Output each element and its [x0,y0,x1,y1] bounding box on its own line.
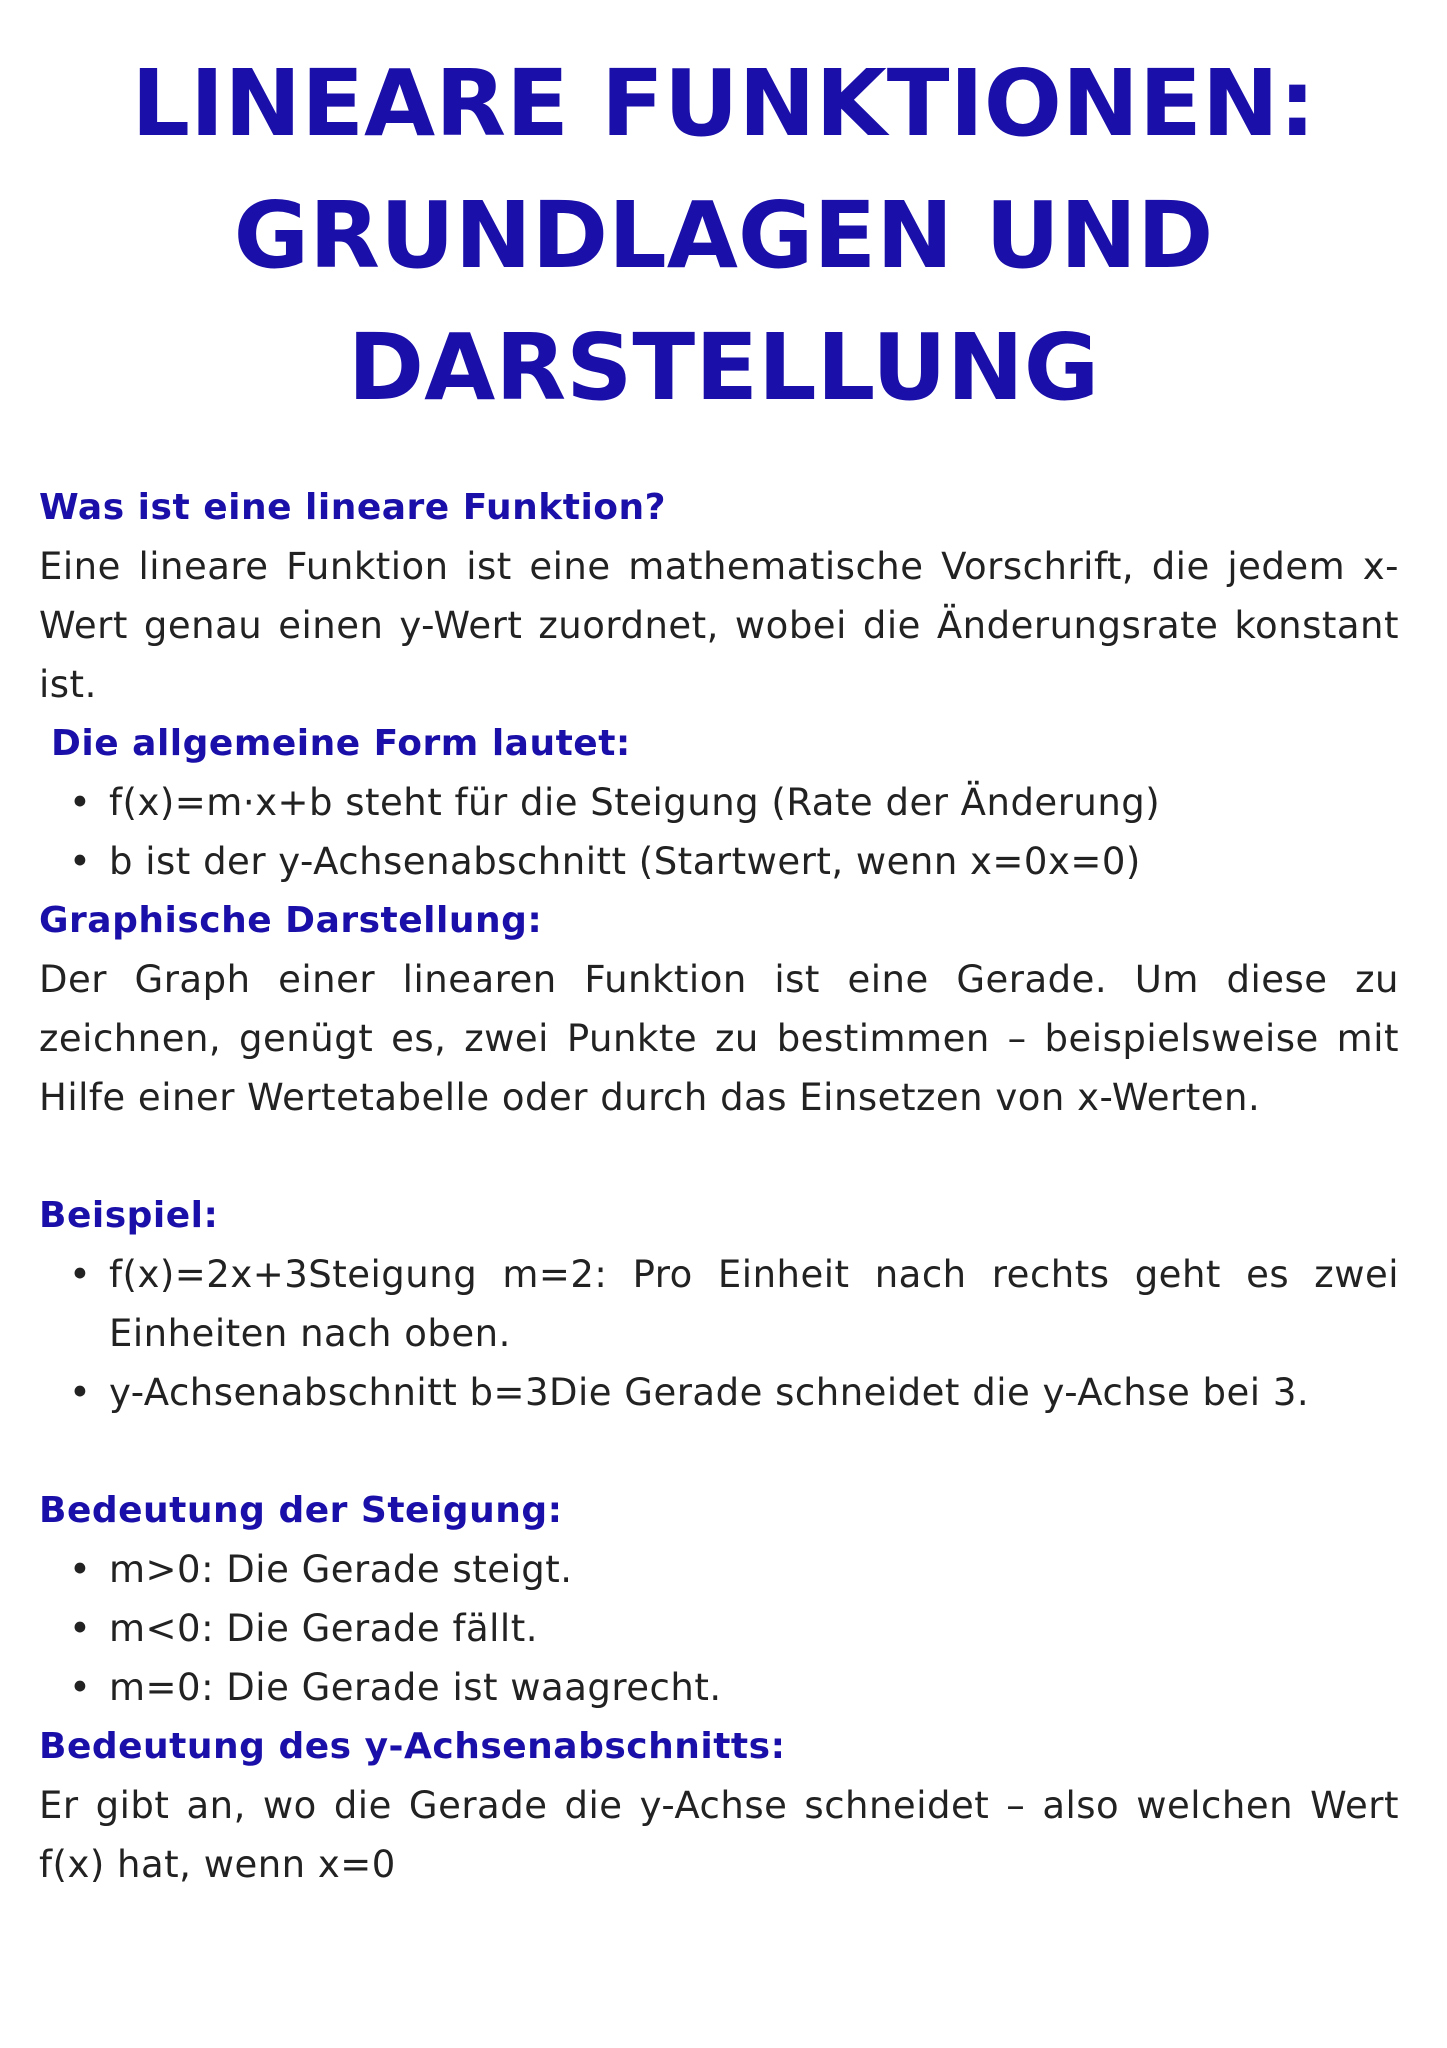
list-item-text: f(x)=2x+3Steigung m=2: Pro Einheit nach rechts geht es zwei Einheiten nach oben. [109,1253,1399,1355]
heading-slope: Bedeutung der Steigung: [39,1490,563,1531]
heading-general-form: Die allgemeine Form lautet: [51,723,631,764]
list-item-text: y-Achsenabschnitt b=3Die Gerade schneidet die y-Achse bei 3. [109,1371,1310,1414]
list-item [39,1658,1399,1717]
list-item-text: m>0: Die Gerade steigt. [109,1548,573,1591]
document-body [39,478,1399,1894]
bullet-icon: • [69,840,92,883]
general-form-list [39,773,1399,891]
spacer [39,1422,1399,1481]
heading-graph: Graphische Darstellung: [39,900,543,941]
bullet-icon: • [69,1666,92,1709]
list-item-text: m=0: Die Gerade ist waagrecht. [109,1666,722,1709]
paragraph-intercept: Er gibt an, wo die Gerade die y-Achse schneidet – also welchen Wert f(x) hat, wenn x=0 [39,1784,1399,1886]
list-item [39,1245,1399,1363]
bullet-icon: • [69,1371,92,1414]
title-line-1: LINEARE FUNKTIONEN: [131,50,1316,157]
bullet-icon: • [69,1607,92,1650]
bullet-icon: • [69,781,92,824]
bullet-icon: • [69,1548,92,1591]
paragraph-graph: Der Graph einer linearen Funktion ist eine Gerade. Um diese zu zeichnen, genügt es, zwei Punkte zu bestimmen – beispielsweise mit Hilfe einer Wertetabelle oder durch das Einsetzen von x-Werten. [39,958,1399,1119]
list-item [39,1363,1399,1422]
list-item [39,1599,1399,1658]
spacer [39,1127,1399,1186]
bullet-icon: • [69,1253,92,1296]
heading-what-is: Was ist eine lineare Funktion? [39,487,667,528]
list-item-text: m<0: Die Gerade fällt. [109,1607,538,1650]
paragraph-definition: Eine lineare Funktion ist eine mathematische Vorschrift, die jedem x-Wert genau einen y-Wert zuordnet, wobei die Änderungsrate konstant ist. [39,545,1399,706]
list-item [39,832,1399,891]
list-item [39,773,1399,832]
list-item [39,1540,1399,1599]
title-line-2: GRUNDLAGEN UND [233,182,1214,289]
example-list [39,1245,1399,1422]
heading-example: Beispiel: [39,1195,219,1236]
heading-intercept: Bedeutung des y-Achsenabschnitts: [39,1726,786,1767]
list-item-text: b ist der y-Achsenabschnitt (Startwert, wenn x=0x=0) [109,840,1141,883]
title-line-3: DARSTELLUNG [347,314,1100,421]
list-item-text: f(x)=m·x+b steht für die Steigung (Rate der Änderung) [109,781,1161,824]
slope-list [39,1540,1399,1717]
page-title [40,38,1407,434]
